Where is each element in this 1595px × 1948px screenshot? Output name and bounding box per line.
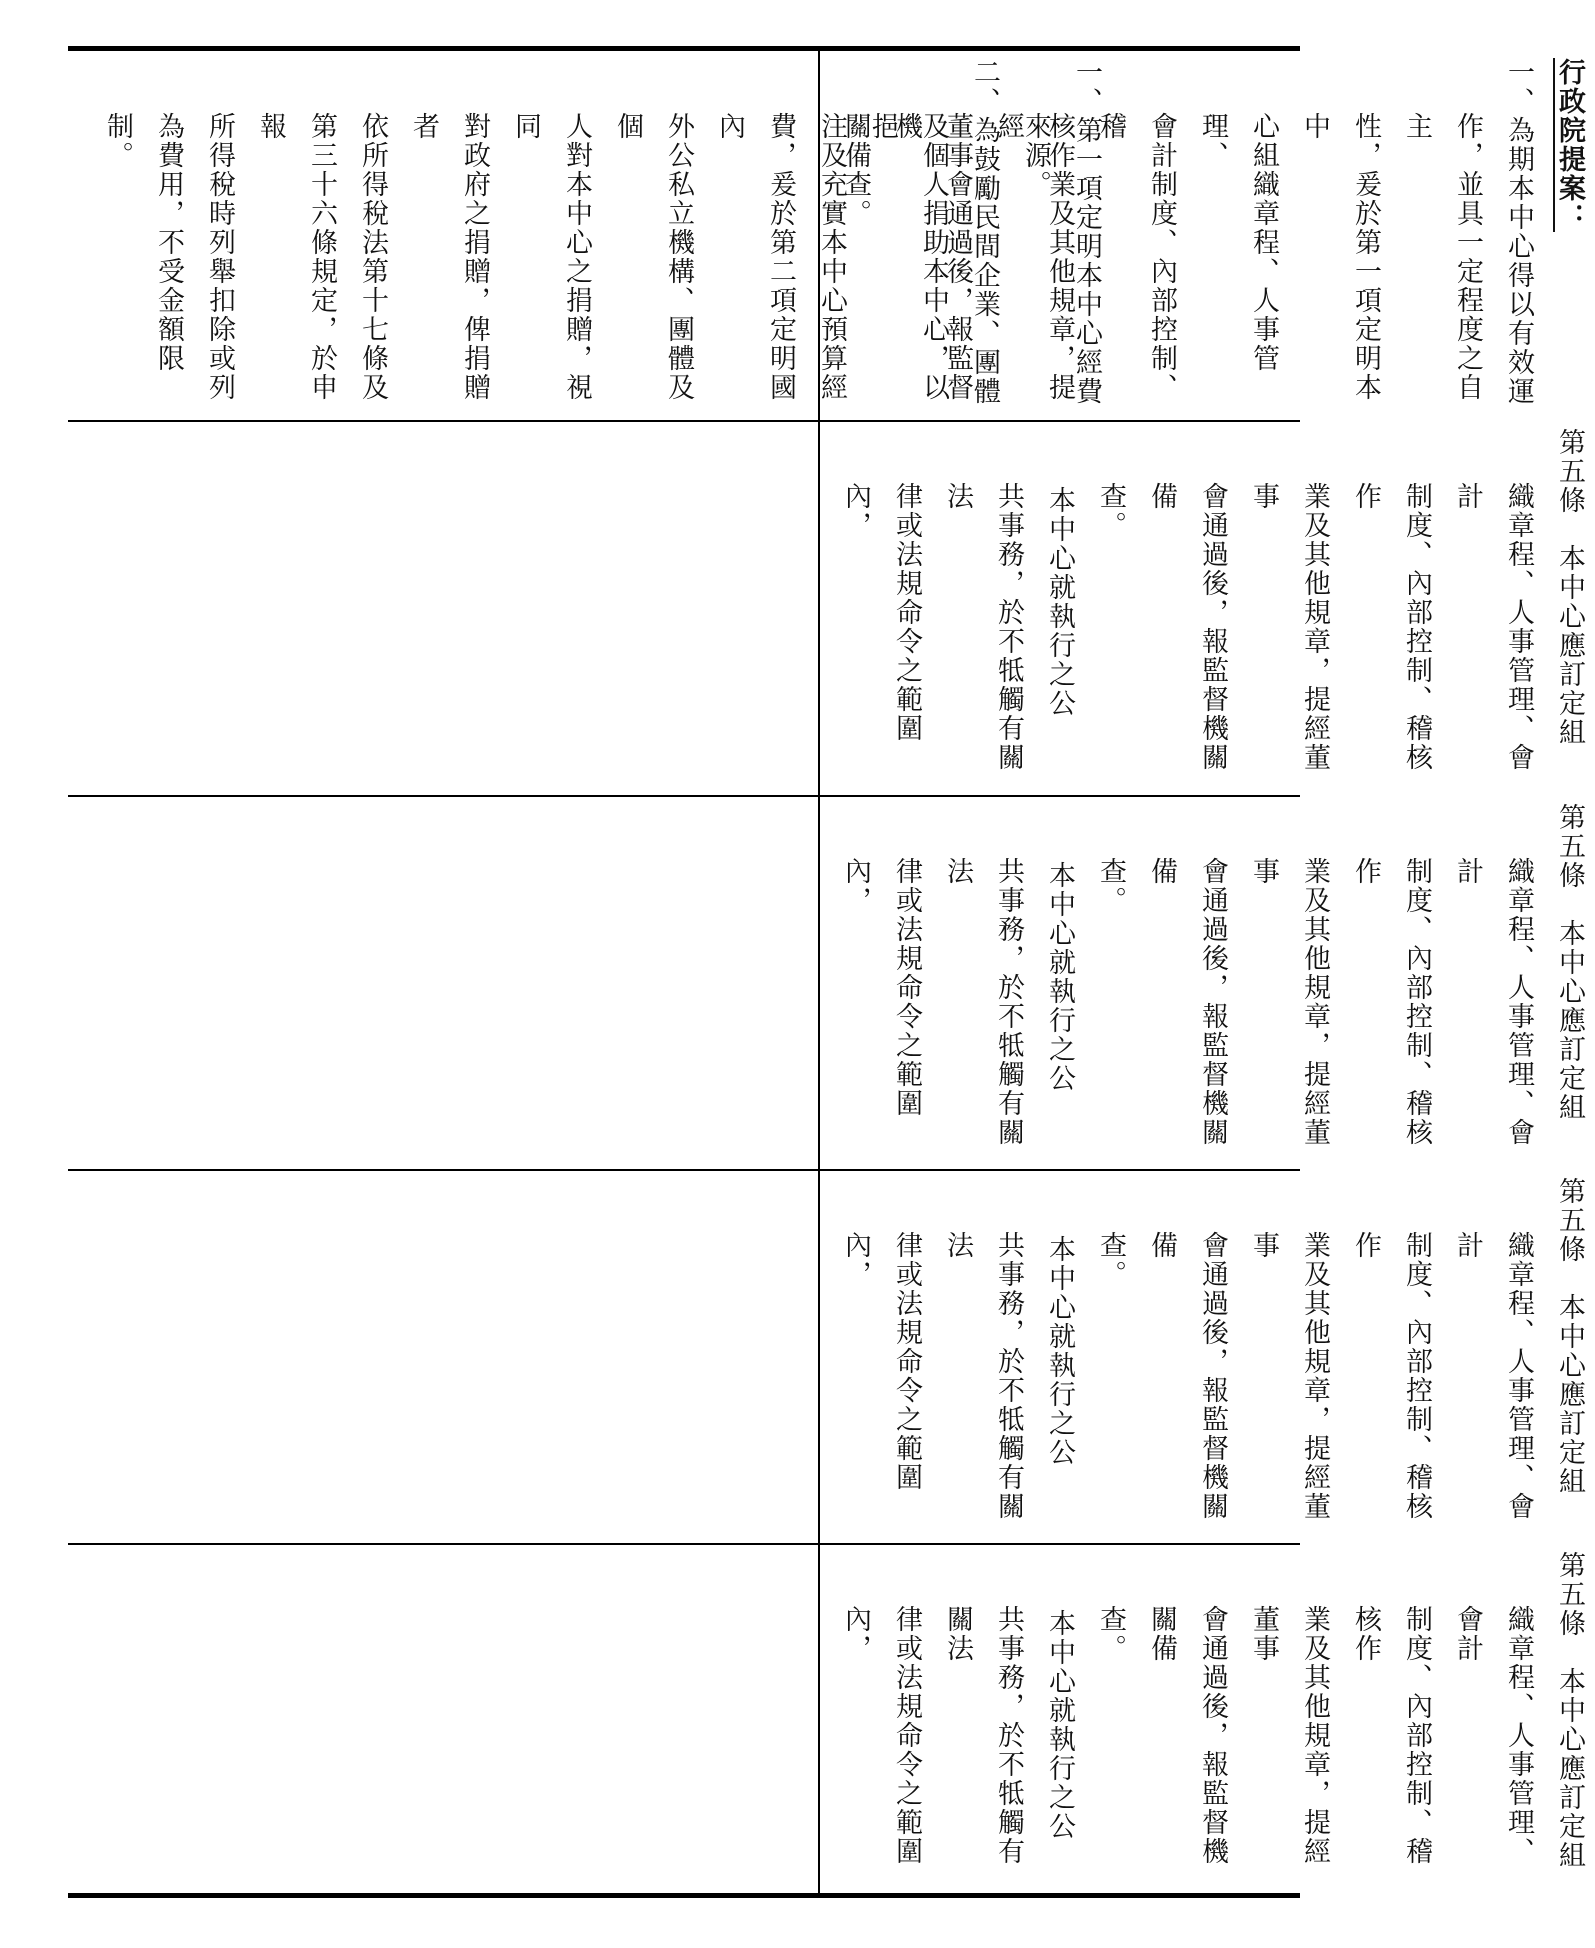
table-row-divider [68, 1169, 1300, 1171]
text-line: 織章程、人事管理、會計 [1452, 857, 1534, 1147]
text-line: 律或法規命令之範圍內， [840, 857, 922, 1118]
text-line: 會通過後，報監督機關備 [1146, 1231, 1228, 1521]
text-line: 一、為期本中心得以有效運 [1503, 58, 1534, 406]
text-line: 費，爰於第二項定明國內 [714, 112, 796, 402]
text-line: 性，爰於第一項定明本中 [1299, 112, 1381, 402]
text-line: 查。 [1095, 1605, 1126, 1663]
text-line: 會通過後，報監督機關備 [1146, 1605, 1228, 1866]
text-line: 外公私立機構、團體及個 [612, 112, 694, 402]
text-line: 制度、內部控制、稽核作 [1350, 482, 1432, 772]
text-line: 律或法規命令之範圍內， [840, 482, 922, 743]
row-3-explanation-cell [92, 803, 802, 1165]
text-line: 第五條 本中心應訂定組 [1554, 428, 1585, 747]
text-line: 共事務，於不牴觸有關法 [942, 857, 1024, 1147]
text-line: 來源。 [1020, 112, 1051, 199]
text-line: 心組織章程、人事管理、 [1197, 112, 1279, 373]
text-line: 作，並具一定程度之自主 [1401, 112, 1483, 402]
row-4-article-text [830, 1177, 1595, 1539]
text-line: 第五條 本中心應訂定組 [1554, 1177, 1585, 1496]
text-line: 對政府之捐贈，俾捐贈者 [408, 112, 490, 402]
row-4-article-cell [830, 1177, 1585, 1539]
text-line: 人對本中心之捐贈，視同 [510, 112, 592, 402]
text-line: 及個人捐助本中心，以挹 [867, 112, 949, 402]
text-line: 關備查。 [840, 112, 871, 228]
text-line: 所得稅時列舉扣除或列 [204, 112, 235, 402]
text-line: 依所得稅法第十七條及 [357, 112, 388, 402]
table-row-divider [68, 795, 1300, 797]
text-line: 第三十六條規定，於申報 [255, 112, 337, 402]
text-line: 會計制度、內部控制、稽 [1095, 112, 1177, 402]
table-row-divider [68, 420, 1300, 422]
text-line: 二、為鼓勵民間企業、團體 [969, 58, 1000, 406]
text-line: 共事務，於不牴觸有關法 [942, 1231, 1024, 1521]
table-top-rule [68, 46, 1300, 51]
row-5-explanation-cell [92, 1551, 802, 1889]
text-line: 會通過後，報監督機關備 [1146, 482, 1228, 772]
text-line: 制度、內部控制、稽核作 [1350, 1231, 1432, 1521]
row-3-article-cell [830, 803, 1585, 1165]
text-line: 共事務，於不牴觸有關法 [942, 1605, 1024, 1866]
row-2-article-cell [830, 428, 1585, 790]
text-line: 業及其他規章，提經董事 [1248, 857, 1330, 1147]
text-line: 共事務，於不牴觸有關法 [942, 482, 1024, 772]
text-line: 查。 [1095, 857, 1126, 915]
table-bottom-rule [68, 1893, 1300, 1898]
text-line: 會通過後，報監督機關備 [1146, 857, 1228, 1147]
text-line: 業及其他規章，提經董事 [1248, 1605, 1330, 1866]
text-line: 注及充實本中心預算經 [816, 112, 847, 402]
row-2-article-text [830, 428, 1595, 790]
text-line: 本中心就執行之公 [1044, 803, 1075, 1093]
text-line: 業及其他規章，提經董事 [1248, 482, 1330, 772]
text-line: 律或法規命令之範圍內， [840, 1605, 922, 1866]
text-line: 律或法規命令之範圍內， [840, 1231, 922, 1492]
text-line: 業及其他規章，提經董事 [1248, 1231, 1330, 1521]
text-line: 為費用，不受金額限制。 [102, 112, 184, 373]
table-row-divider [68, 1543, 1300, 1545]
text-line: 第五條 本中心應訂定組 [1554, 803, 1585, 1122]
text-line: 第五條 本中心應訂定組 [1554, 1551, 1585, 1870]
row-1-proposal-text [830, 58, 1595, 418]
text-line: 核作業及其他規章，提經 [993, 112, 1075, 402]
row-4-explanation-cell [92, 1177, 802, 1539]
row-5-article-text [830, 1551, 1595, 1889]
text-line: 董事會通過後，報監督機 [891, 112, 973, 402]
row-1-proposal-cell [830, 58, 1585, 418]
text-line: 查。 [1095, 482, 1126, 540]
section-heading: 行政院提案： [1554, 58, 1585, 232]
text-line: 本中心就執行之公 [1044, 428, 1075, 718]
row-2-explanation-cell [92, 428, 802, 790]
text-line: 織章程、人事管理、會計 [1452, 1231, 1534, 1521]
row-5-article-cell [830, 1551, 1585, 1889]
text-line: 一、第一項定明本中心經費 [1071, 58, 1102, 406]
text-line: 制度、內部控制、稽核作 [1350, 1605, 1432, 1866]
text-line: 織章程、人事管理、會計 [1452, 1605, 1534, 1866]
text-line: 織章程、人事管理、會計 [1452, 482, 1534, 772]
text-line: 查。 [1095, 1231, 1126, 1289]
text-line: 本中心就執行之公 [1044, 1177, 1075, 1467]
row-3-article-text [830, 803, 1595, 1165]
text-line: 本中心就執行之公 [1044, 1551, 1075, 1841]
text-line: 制度、內部控制、稽核作 [1350, 857, 1432, 1147]
